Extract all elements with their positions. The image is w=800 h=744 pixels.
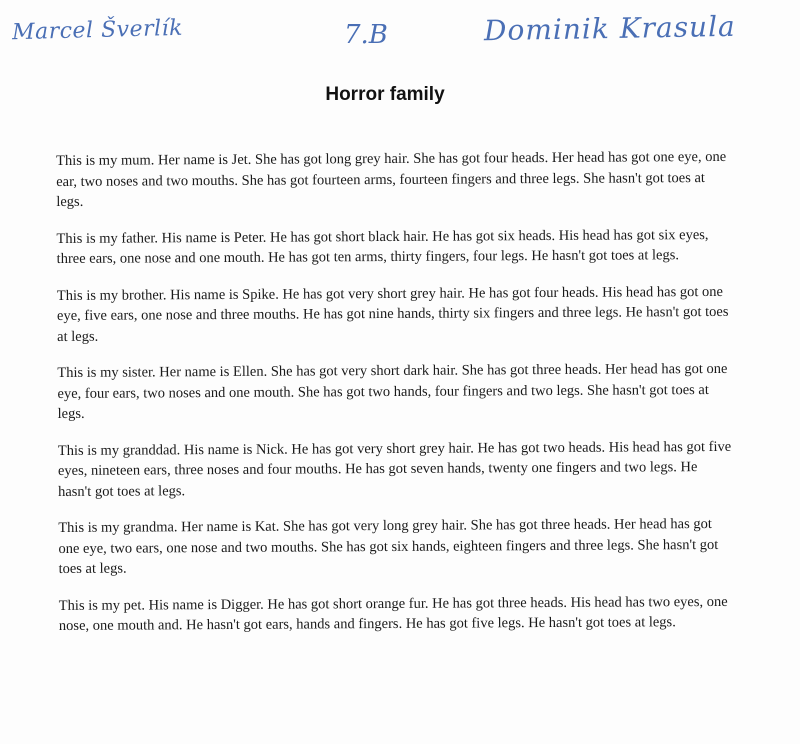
- handwritten-class-label: 7.B: [344, 20, 388, 50]
- paragraph-brother: This is my brother. His name is Spike. He has got very short grey hair. He has got four heads. His head has got one eye, five ears, one nose and three mouths. He has got nine hands, thirty six fingers and three legs. He hasn't got toes at legs.: [56, 283, 729, 345]
- paragraph-granddad: This is my granddad. His name is Nick. He has got very short grey hair. He has got two heads. His head has got five eyes, nineteen ears, three noses and four mouths. He has got seven hands, twenty one fingers and two legs. He hasn't got toes at legs.: [57, 438, 732, 500]
- handwritten-name-left: Marcel Šverlík: [11, 15, 184, 46]
- paragraph-grandma: This is my grandma. Her name is Kat. She has got very long grey hair. She has got three heads. Her head has got one eye, two ears, one nose and two mouths. She has got six hands, eighteen fingers and three legs. She hasn't got toes at legs.: [58, 516, 719, 577]
- paragraph-sister: This is my sister. Her name is Ellen. She has got very short dark hair. She has got three heads. Her head has got one eye, four ears, two noses and one mouth. She has got two hands, four fingers and two legs. She hasn't got toes at legs.: [57, 360, 728, 422]
- page-title: Horror family: [325, 84, 445, 105]
- paragraph-mum: This is my mum. Her name is Jet. She has got long grey hair. She has got four heads. Her head has got one eye, one ear, two noses and two mouths. She has got fourteen arms, fourteen fingers and three legs. She hasn't got toes at legs.: [56, 148, 727, 210]
- paragraph-pet: This is my pet. His name is Digger. He has got short orange fur. He has got three heads. His head has two eyes, one nose, one mouth and. He hasn't got ears, hands and fingers. He has got five legs. He hasn't got toes at legs.: [58, 593, 728, 634]
- paragraph-father: This is my father. His name is Peter. He has got short black hair. He has got six heads. His head has got six eyes, three ears, one nose and one mouth. He has got ten arms, thirty fingers, four legs. He hasn't got toes at legs.: [56, 226, 709, 267]
- handwritten-name-right: Dominik Krasula: [483, 9, 736, 48]
- document-body: [56, 147, 735, 653]
